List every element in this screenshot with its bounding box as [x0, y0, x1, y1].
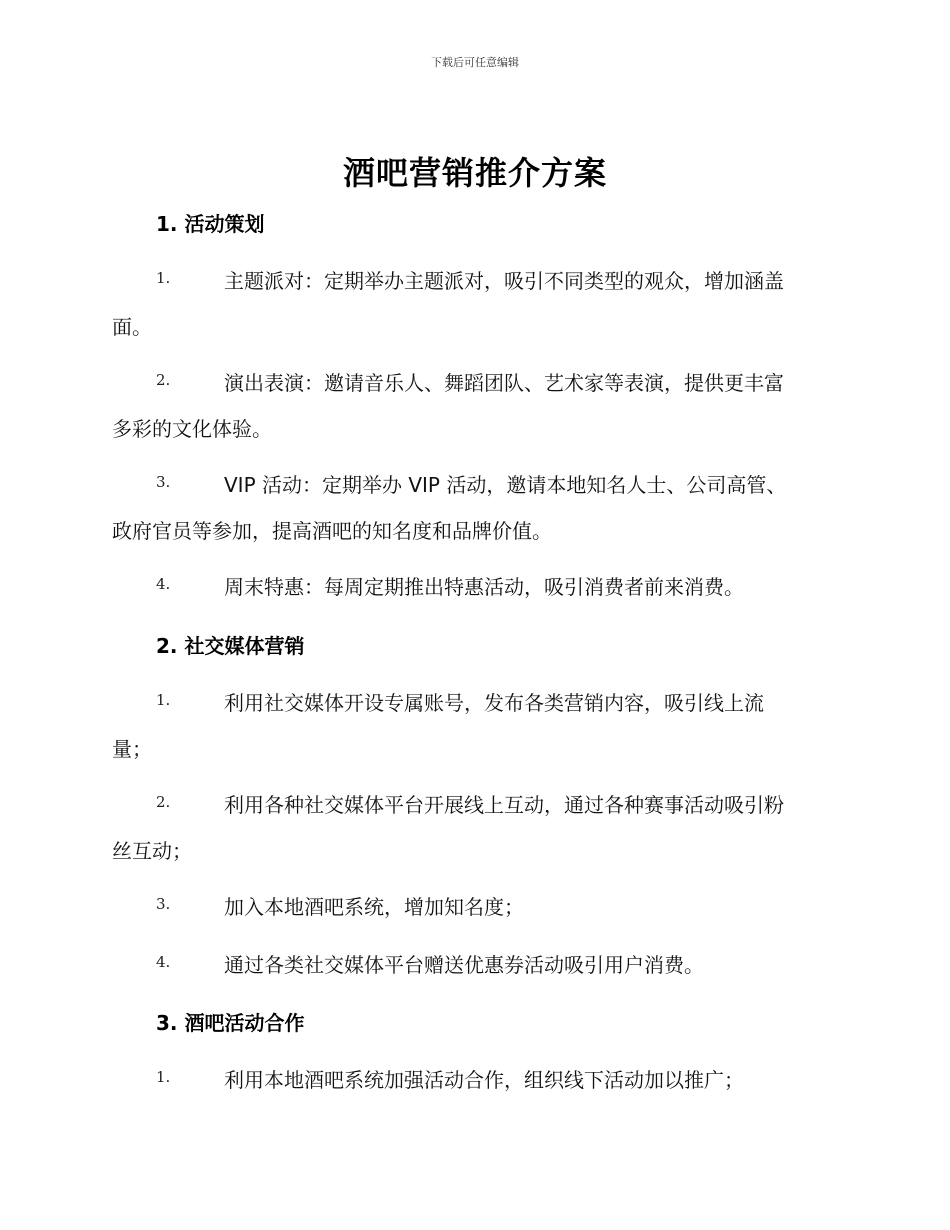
item-number: 3. [156, 895, 171, 913]
item-number: 4. [156, 953, 171, 971]
item-text-continued: 量； [112, 737, 152, 761]
list-item [112, 891, 834, 921]
item-text: 利用社交媒体开设专属账号，发布各类营销内容，吸引线上流 [224, 691, 764, 715]
list-item [112, 469, 834, 544]
item-text: 利用各种社交媒体平台开展线上互动，通过各种赛事活动吸引粉 [224, 793, 784, 817]
item-text: 周末特惠：每周定期推出特惠活动，吸引消费者前来消费。 [224, 575, 744, 599]
list-item [112, 367, 834, 442]
item-number: 3. [156, 473, 171, 491]
list-item [112, 1064, 834, 1094]
list-item [112, 687, 834, 762]
header-note: 下载后可任意编辑 [431, 56, 519, 69]
item-text: VIP 活动：定期举办 VIP 活动，邀请本地知名人士、公司高管、 [224, 473, 787, 497]
item-number: 1. [156, 691, 171, 709]
item-text: 演出表演：邀请音乐人、舞蹈团队、艺术家等表演，提供更丰富 [224, 371, 784, 395]
list-item [112, 571, 834, 601]
item-text-continued: 丝互动； [112, 839, 192, 863]
list-item [112, 789, 834, 864]
item-number: 4. [156, 575, 171, 593]
item-number: 1. [156, 269, 171, 287]
item-number: 2. [156, 371, 171, 389]
section-heading-1: 1. 活动策划 [156, 212, 265, 236]
item-text: 通过各类社交媒体平台赠送优惠券活动吸引用户消费。 [224, 953, 704, 977]
item-number: 2. [156, 793, 171, 811]
item-text: 主题派对：定期举办主题派对，吸引不同类型的观众，增加涵盖 [224, 269, 784, 293]
item-text-continued: 多彩的文化体验。 [112, 417, 272, 441]
list-item [112, 949, 834, 979]
item-text: 加入本地酒吧系统，增加知名度； [224, 895, 524, 919]
item-text: 利用本地酒吧系统加强活动合作，组织线下活动加以推广； [224, 1068, 744, 1092]
section-heading-3: 3. 酒吧活动合作 [156, 1011, 305, 1035]
document-title: 酒吧营销推介方案 [342, 154, 607, 192]
item-number: 1. [156, 1068, 171, 1086]
list-item [112, 265, 834, 340]
section-heading-2: 2. 社交媒体营销 [156, 634, 305, 658]
item-text-continued: 面。 [112, 315, 152, 339]
item-text-continued: 政府官员等参加，提高酒吧的知名度和品牌价值。 [112, 519, 552, 543]
